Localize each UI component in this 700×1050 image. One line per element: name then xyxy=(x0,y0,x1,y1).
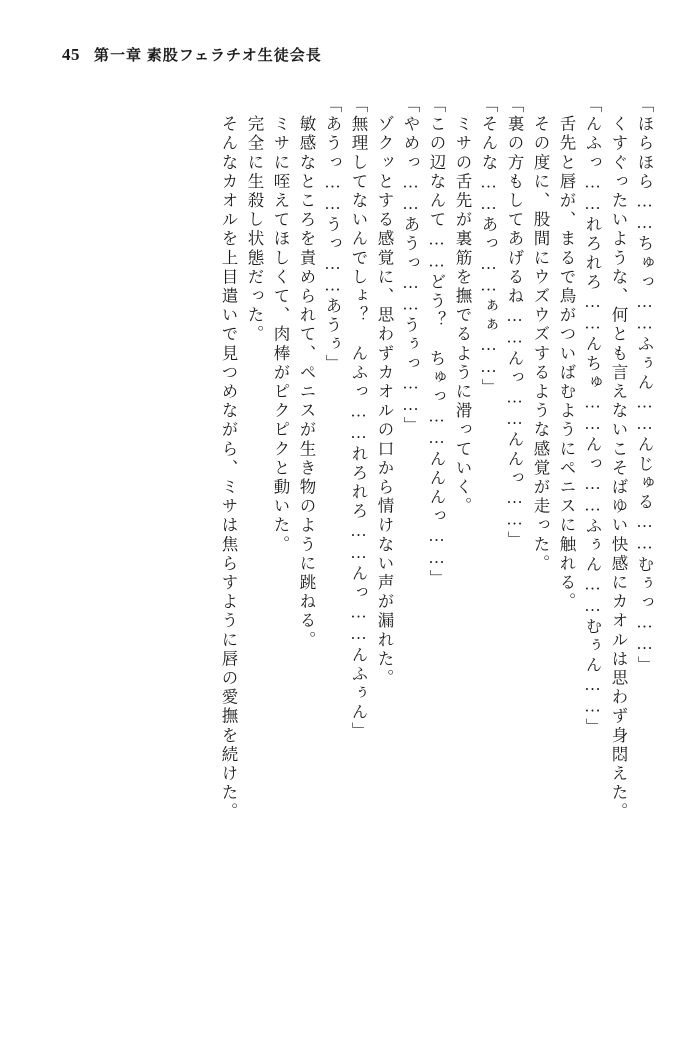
text-line: くすぐったいような、何とも言えないこそばゆい快感にカオルは思わず身悶えた。 xyxy=(609,96,628,822)
text-line: 「無理してないんでしょ？ んふっ……れろれろ……んっ……んふぅん」 xyxy=(349,96,368,742)
text-line: 「ほらほら……ちゅっ……ふぅん……んじゅる……むぅっ……」 xyxy=(635,96,654,675)
text-line: 「んふっ……れろれろ……んちゅ……んっ……ふぅん……むぅん……」 xyxy=(583,96,602,738)
text-line: 敏感なところを責められて、ペニスが生き物のように跳ねる。 xyxy=(297,96,316,650)
text-line: 「裏の方もしてあげるね……んっ……んんっ……」 xyxy=(505,96,524,551)
page-number: 45 xyxy=(62,45,80,64)
text-line: 完全に生殺し状態だった。 xyxy=(245,96,264,345)
text-line: 「あうっ……うっ……あうぅ」 xyxy=(323,96,342,374)
text-line: ミサの舌先が裏筋を撫でるように滑っていく。 xyxy=(453,96,472,517)
chapter-title: 第一章 素股フェラチオ生徒会長 xyxy=(94,48,322,64)
text-line: 「そんな……あっ……ぁぁ……」 xyxy=(479,96,498,398)
page-header xyxy=(62,44,322,65)
text-line: そんなカオルを上目遣いで見つめながら、ミサは焦らすように唇の愛撫を続けた。 xyxy=(219,96,238,822)
text-line: ミサに咥えてほしくて、肉棒がピクピクと動いた。 xyxy=(271,96,290,555)
text-line: 「やめっ……あうっ……うぅっ……」 xyxy=(401,96,420,436)
text-line: ゾクッとする感覚に、思わずカオルの口から情けない声が漏れた。 xyxy=(375,96,394,689)
text-line: 「この辺なんて……どう？ ちゅっ……んんんっ……」 xyxy=(427,96,446,589)
vertical-text-body xyxy=(52,96,652,998)
text-line: その度に、股間にウズウズするような感覚が走った。 xyxy=(531,96,550,574)
text-line: 舌先と唇が、まるで鳥がついばむようにペニスに触れる。 xyxy=(557,96,576,612)
